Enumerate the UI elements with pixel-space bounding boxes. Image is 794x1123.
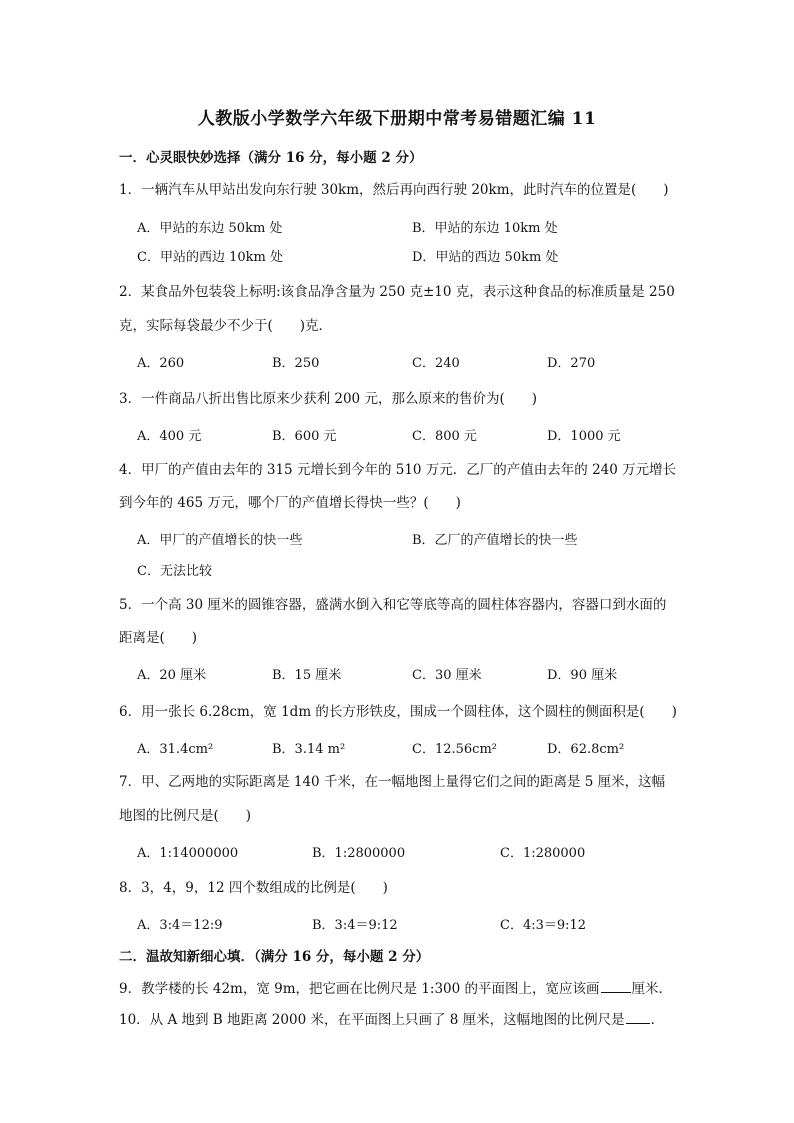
q2-option-a[interactable]: A．260: [137, 356, 185, 371]
q8-option-a[interactable]: A．3:4＝12:9: [137, 918, 223, 933]
section-heading-choice: 一．心灵眼快妙选择（满分 16 分，每小题 2 分）: [119, 150, 423, 166]
q10-text-before: 10．从 A 地到 B 地距离 2000 米，在平面图上只画了 8 厘米，这幅地图的比例尺是: [119, 1012, 625, 1028]
q5-option-a[interactable]: A．20 厘米: [137, 668, 207, 683]
question-4-text: 4．甲厂的产值由去年的 315 元增长到今年的 510 万元．乙厂的产值由去年的 240 万元增长: [119, 462, 677, 478]
section-heading-fill: 二．温故知新细心填．（满分 16 分，每小题 2 分）: [119, 949, 430, 965]
q4-option-a[interactable]: A．甲厂的产值增长的快一些: [137, 533, 303, 548]
q6-option-a[interactable]: A．31.4cm²: [137, 742, 214, 757]
q2-option-d[interactable]: D．270: [547, 356, 596, 371]
question-7-text-cont: 地图的比例尺是( ): [119, 808, 252, 824]
question-5-text: 5．一个高 30 厘米的圆锥容器，盛满水倒入和它等底等高的圆柱体容器内，容器口到水面的: [119, 597, 667, 613]
q1-option-a[interactable]: A．甲站的东边 50km 处: [137, 221, 283, 236]
question-2-text: 2．某食品外包装袋上标明:该食品净含量为 250 克±10 克，表示这种食品的标准质量是 250: [119, 284, 675, 300]
q7-option-c[interactable]: C．1:280000: [500, 846, 586, 861]
q2-option-b[interactable]: B．250: [272, 356, 320, 371]
q2-option-c[interactable]: C．240: [412, 356, 460, 371]
q8-option-c[interactable]: C．4:3＝9:12: [500, 918, 587, 933]
question-6-text: 6．用一张长 6.28cm，宽 1dm 的长方形铁皮，围成一个圆柱体，这个圆柱的侧面积是( ): [119, 704, 677, 720]
question-10-text: [119, 1008, 664, 1028]
q5-option-c[interactable]: C．30 厘米: [412, 668, 482, 683]
q3-option-c[interactable]: C．800 元: [412, 429, 477, 444]
q10-text-after: ．: [650, 1012, 665, 1028]
q6-option-d[interactable]: D．62.8cm²: [547, 742, 625, 757]
q8-option-b[interactable]: B．3:4＝9:12: [312, 918, 398, 933]
q7-option-b[interactable]: B．1:2800000: [312, 846, 406, 861]
page-title: 人教版小学数学六年级下册期中常考易错题汇编 11: [197, 109, 597, 129]
q9-answer-blank[interactable]: [601, 980, 631, 993]
question-1-text: 1．一辆汽车从甲站出发向东行驶 30km，然后再向西行驶 20km，此时汽车的位置是( ): [119, 182, 669, 198]
q10-answer-blank[interactable]: [626, 1011, 650, 1024]
q3-option-b[interactable]: B．600 元: [272, 429, 337, 444]
question-5-text-cont: 距离是( ): [119, 630, 198, 646]
question-8-text: 8．3，4，9，12 四个数组成的比例是( ): [119, 880, 388, 896]
q3-option-d[interactable]: D．1000 元: [547, 429, 621, 444]
q1-option-b[interactable]: B．甲站的东边 10km 处: [412, 221, 558, 236]
q9-text-after: 厘米．: [631, 981, 673, 997]
q5-option-d[interactable]: D．90 厘米: [547, 668, 618, 683]
q7-option-a[interactable]: A．1:14000000: [137, 846, 239, 861]
q6-option-c[interactable]: C．12.56cm²: [412, 742, 497, 757]
question-4-text-cont: 到今年的 465 万元，哪个厂的产值增长得快一些？( ): [119, 495, 461, 511]
q1-option-d[interactable]: D．甲站的西边 50km 处: [412, 250, 559, 265]
question-2-text-cont: 克，实际每袋最少不少于( )克．: [119, 318, 333, 334]
q3-option-a[interactable]: A．400 元: [137, 429, 202, 444]
q5-option-b[interactable]: B．15 厘米: [272, 668, 342, 683]
q4-option-b[interactable]: B．乙厂的产值增长的快一些: [412, 533, 578, 548]
question-7-text: 7．甲、乙两地的实际距离是 140 千米，在一幅地图上量得它们之间的距离是 5 厘米，这幅: [119, 774, 666, 790]
q1-option-c[interactable]: C．甲站的西边 10km 处: [137, 250, 283, 265]
question-9-text: [119, 977, 672, 997]
q9-text-before: 9．教学楼的长 42m，宽 9m，把它画在比例尺是 1:300 的平面图上，宽应该画: [119, 981, 600, 997]
question-3-text: 3．一件商品八折出售比原来少获利 200 元，那么原来的售价为( ): [119, 391, 537, 407]
q6-option-b[interactable]: B．3.14 m²: [272, 742, 346, 757]
q4-option-c[interactable]: C．无法比较: [137, 564, 212, 579]
